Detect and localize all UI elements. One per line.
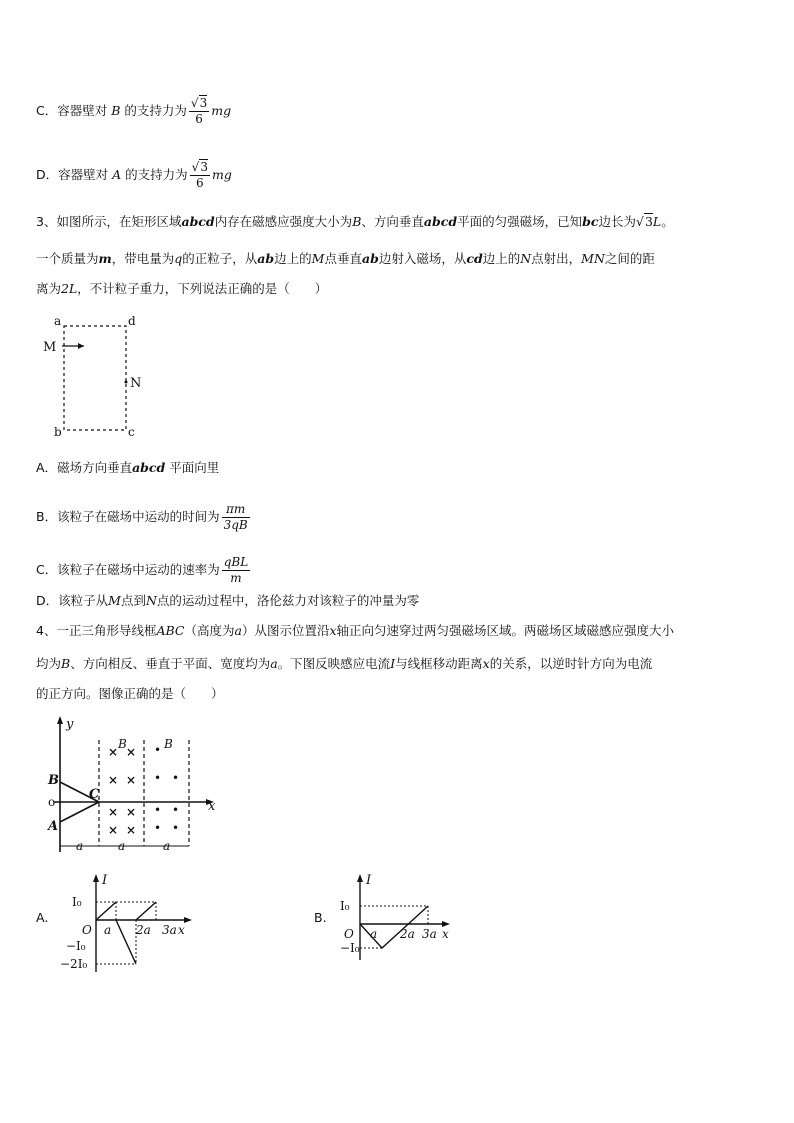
q4-option-a-label: A.: [36, 910, 49, 925]
i-axis-label: I: [366, 873, 372, 888]
arrow-head: [78, 343, 84, 349]
dot-mark: •: [154, 803, 162, 817]
i-axis-arrow: [93, 874, 99, 882]
dot-mark: •: [154, 743, 162, 757]
cross-mark: ×: [126, 745, 137, 759]
cross-mark: ×: [126, 805, 137, 819]
q4-stem-line3: 的正方向。图像正确的是（ ）: [36, 686, 224, 701]
width-label-2: a: [118, 839, 126, 853]
tick-2a: 2a: [400, 927, 415, 941]
q3-option-c: C．该粒子在磁场中运动的速率为 $\frac{\text{qBL}}{m}$: [36, 555, 249, 585]
origin-label: o: [48, 795, 56, 809]
fraction: $\frac{√3}{6}$: [191, 160, 208, 190]
origin-label: O: [82, 923, 92, 937]
field-label-2: B: [164, 737, 173, 751]
vertex-A: A: [48, 819, 59, 834]
cross-mark: ×: [108, 805, 119, 819]
q4-stem-line2: 均为B、方向相反、垂直于平面、宽度均为a。下图反映感应电流I与线框移动距离x的关系，以逆时针方向为电流: [36, 656, 653, 671]
cross-mark: ×: [108, 773, 119, 787]
tick-2a: 2a: [136, 923, 151, 937]
series-segment: [116, 920, 136, 964]
corner-b: b: [54, 425, 62, 439]
origin-label: O: [344, 927, 354, 941]
width-label-3: a: [163, 839, 171, 853]
cross-mark: ×: [108, 745, 119, 759]
tick-neg2I0: −2I₀: [60, 957, 88, 971]
fraction: $\frac{√3}{6}$: [190, 96, 208, 126]
fraction: $\frac{\text{qBL}}{m}$: [223, 555, 249, 585]
x-axis-label: x: [442, 927, 449, 941]
tick-negI0: −I₀: [340, 941, 360, 955]
tick-I0: I₀: [340, 899, 350, 913]
x-axis-arrow: [184, 917, 192, 923]
y-axis-label: y: [66, 717, 74, 732]
triangle-side-AC: [60, 802, 99, 822]
corner-a: a: [54, 314, 62, 328]
cross-mark: ×: [126, 773, 137, 787]
i-axis-arrow: [357, 874, 363, 882]
point-N: [125, 381, 128, 384]
q4-figure: [44, 712, 224, 860]
tick-negI0: −I₀: [66, 939, 86, 953]
width-label-1: a: [76, 839, 84, 853]
field-label-1: B: [118, 737, 127, 751]
q3-option-b: B．该粒子在磁场中运动的时间为 $\frac{\pi m}{3qB}$: [36, 502, 248, 532]
q4-option-b-label: B.: [314, 910, 327, 925]
dot-mark: •: [172, 821, 180, 835]
series-segment: [136, 902, 156, 920]
q2-option-d: D．容器壁对 A 的支持力为 $\frac{√3}{6}$ mg: [36, 160, 232, 190]
graph-b: [336, 868, 466, 968]
dot-mark: •: [172, 803, 180, 817]
corner-d: d: [128, 314, 136, 328]
graph-a: [56, 868, 206, 978]
x-axis-label: x: [178, 923, 185, 937]
tick-a: a: [104, 923, 112, 937]
tick-3a: 3a: [422, 927, 437, 941]
y-axis-arrow: [57, 716, 63, 724]
corner-c: c: [128, 425, 135, 439]
cross-mark: ×: [108, 823, 119, 837]
vertex-C: C: [89, 787, 100, 802]
x-axis-label: x: [208, 799, 216, 814]
fraction: $\frac{\pi m}{3qB}$: [223, 502, 248, 532]
q4-stem-line1: 4、一正三角形导线框ABC（高度为a）从图示位置沿x轴正向匀速穿过两匀强磁场区域。两磁场区域磁感应强度大小: [36, 623, 675, 638]
dot-mark: •: [172, 771, 180, 785]
dot-mark: •: [154, 821, 162, 835]
q3-option-d: D．该粒子从M点到N点的运动过程中，洛伦兹力对该粒子的冲量为零: [36, 593, 420, 608]
q3-figure: [40, 312, 150, 440]
q2-option-c: C．容器壁对 B 的支持力为 $\frac{√3}{6}$ mg: [36, 96, 232, 126]
vertex-B: B: [48, 773, 59, 788]
i-axis-label: I: [102, 873, 108, 888]
tick-3a: 3a: [162, 923, 177, 937]
field-out-of-page: [154, 743, 179, 835]
label-M: M: [43, 340, 57, 355]
dot-mark: •: [154, 771, 162, 785]
tick-I0: I₀: [72, 895, 82, 909]
field-rectangle: [64, 326, 126, 430]
q3-stem-line1: 3、如图所示，在矩形区域abcd内存在磁感应强度大小为B、方向垂直abcd平面的匀强磁场，已知bc边长为√3L。: [36, 214, 674, 229]
tick-a: a: [370, 927, 378, 941]
q3-stem-line2: 一个质量为m，带电量为q的正粒子，从ab边上的M点垂直ab边射入磁场，从cd边上的N点射出，MN之间的距: [36, 251, 655, 266]
cross-mark: ×: [126, 823, 137, 837]
series-segment: [96, 902, 116, 920]
label-N: N: [130, 376, 142, 391]
q3-option-a: A．磁场方向垂直abcd 平面向里: [36, 460, 220, 475]
q3-stem-line3: 离为2L，不计粒子重力，下列说法正确的是（ ）: [36, 281, 328, 296]
field-into-page: [108, 745, 136, 837]
